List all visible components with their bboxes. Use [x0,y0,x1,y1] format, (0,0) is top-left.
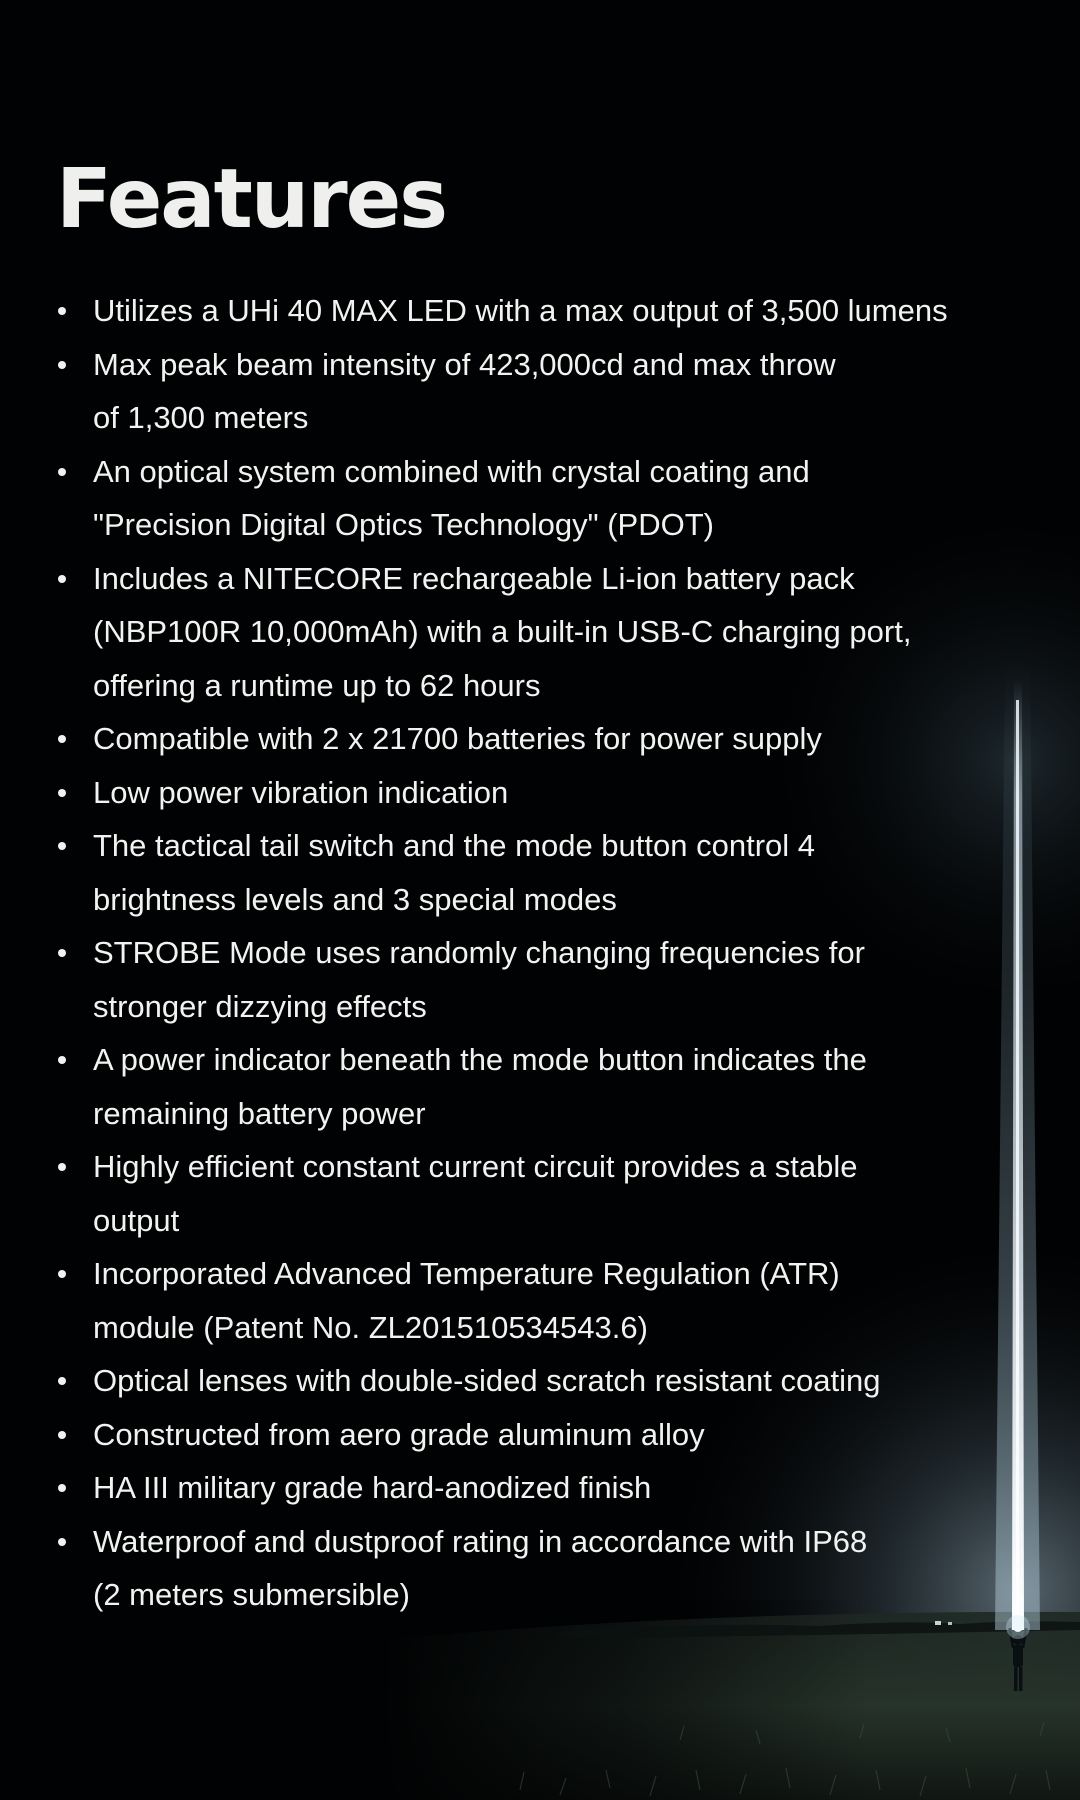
bullet-icon [58,1431,66,1439]
feature-item [56,1033,1016,1140]
feature-text: STROBE Mode uses randomly changing frequencies for stronger dizzying effects [93,935,865,1024]
feature-item [56,819,1016,926]
feature-item [56,1354,1016,1408]
bullet-icon [58,735,66,743]
bullet-icon [58,949,66,957]
feature-text: The tactical tail switch and the mode button control 4 brightness levels and 3 special modes [93,828,816,917]
feature-text: Compatible with 2 x 21700 batteries for power supply [93,721,822,756]
bullet-icon [58,1163,66,1171]
feature-text: Optical lenses with double-sided scratch resistant coating [93,1363,881,1398]
feature-text: Includes a NITECORE rechargeable Li-ion battery pack (NBP100R 10,000mAh) with a built-in USB-C charging port, offering a runtime up to 62 hours [93,560,912,703]
feature-item [56,1247,1016,1354]
bullet-icon [58,789,66,797]
bullet-icon [58,842,66,850]
feature-item [56,552,1016,713]
feature-item [56,712,1016,766]
feature-item [56,338,1016,445]
feature-item [56,1461,1016,1515]
feature-item [56,445,1016,552]
feature-item [56,926,1016,1033]
bullet-icon [58,1484,66,1492]
bullet-icon [58,307,66,315]
feature-text: Utilizes a UHi 40 MAX LED with a max output of 3,500 lumens [93,293,948,328]
feature-text: Constructed from aero grade aluminum alloy [93,1416,705,1452]
feature-item [56,1515,1016,1622]
bullet-icon [58,1270,66,1278]
features-heading: Features [56,152,447,247]
feature-item [56,1140,1016,1247]
feature-item [56,1408,1016,1462]
feature-text: Highly efficient constant current circuit provides a stable output [93,1149,858,1238]
bullet-icon [58,361,66,369]
feature-item [56,284,1016,338]
feature-text: Max peak beam intensity of 423,000cd and max throw of 1,300 meters [93,346,836,435]
bullet-icon [58,1377,66,1385]
bullet-icon [58,468,66,476]
features-list [56,284,1016,1622]
feature-text: Low power vibration indication [93,774,509,810]
feature-item [56,766,1016,820]
feature-text: A power indicator beneath the mode button indicates the remaining battery power [93,1042,867,1131]
feature-text: Incorporated Advanced Temperature Regulation (ATR) module (Patent No. ZL201510534543.6) [93,1256,840,1345]
bullet-icon [58,1538,66,1546]
feature-text: Waterproof and dustproof rating in accordance with IP68 (2 meters submersible) [93,1523,868,1612]
bullet-icon [58,1056,66,1064]
bullet-icon [58,575,66,583]
feature-text: HA III military grade hard-anodized finish [93,1470,652,1505]
features-section [56,150,1016,1622]
feature-text: An optical system combined with crystal coating and "Precision Digital Optics Technology" (PDOT) [93,453,810,542]
